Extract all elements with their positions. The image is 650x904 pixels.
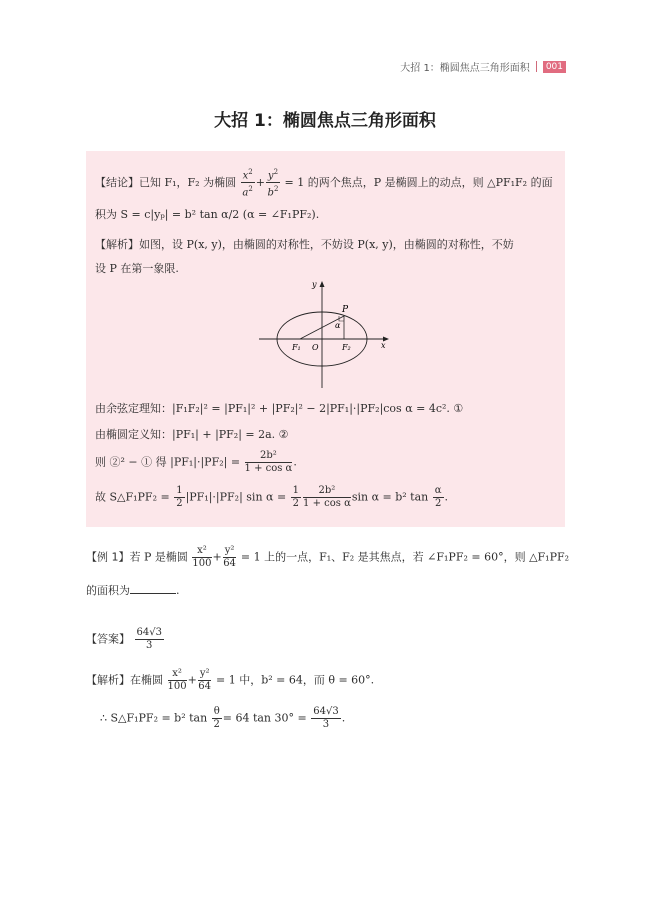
solution-line-1: 【解析】在椭圆 $\frac{\text{x²}}{100}$ + $\frac{\text{y²}}{64}$ = 1 中，b² = 64，而 θ = 60°. <box>86 668 375 692</box>
point-p-label: P <box>342 305 349 315</box>
solution-text-b: = 1 中，b² = 64，而 θ = 60°. <box>215 673 375 687</box>
step4-fraction: $\frac{\text{2b²}}{\text{1 + cos α}}$ <box>303 485 351 509</box>
solution-line-2: ∴ S△F₁PF₂ = b² tan $\frac{\theta}{2}$ = 64 tan 30° = $\frac{64√3}{3}$ . <box>100 706 346 730</box>
conclusion-text-a: 已知 F₁，F₂ 为椭圆 <box>139 175 237 189</box>
example-text-line2: 的面积为 <box>86 584 130 597</box>
solution-y-fraction: $\frac{\text{y²}}{64}$ <box>198 668 212 692</box>
theta-half-fraction: $\frac{\theta}{2}$ <box>213 706 220 730</box>
example-text-a: 若 P 是椭圆 <box>129 550 188 564</box>
conclusion-text-b: = 1 的两个焦点，P 是椭圆上的动点，则 △PF₁F₂ 的面 <box>284 175 553 189</box>
example-x-fraction: $\frac{\text{x²}}{100}$ <box>192 545 212 569</box>
y-axis-arrow <box>320 281 325 287</box>
analysis-text-1: 如图，设 P(x, y)，由椭圆的对称性，不妨设 P(x, y)，由椭圆的对称性，不妨 <box>139 238 514 251</box>
step4-text-b: |PF₁|·|PF₂| sin α = <box>185 490 287 504</box>
ellipse-figure <box>255 278 395 390</box>
example-tag: 【例 1】 <box>86 550 130 564</box>
example-y-fraction: $\frac{\text{y²}}{64}$ <box>223 545 236 569</box>
half-fraction-2: $\frac{1}{2}$ <box>292 485 300 509</box>
step3-line: 则 ②² − ① 得 |PF₁|·|PF₂| = $\frac{\text{2b²}}{\text{1 + cos α}}$ . <box>95 450 297 474</box>
step3-fraction: $\frac{\text{2b²}}{\text{1 + cos α}}$ <box>244 450 293 474</box>
solution-text-a: 在椭圆 <box>130 673 163 687</box>
running-header <box>400 59 566 74</box>
definition-line: 由椭圆定义知：|PF₁| + |PF₂| = 2a. ② <box>95 428 289 441</box>
step4-text-c: sin α = b² tan <box>351 490 429 504</box>
analysis-line-2: 设 P 在第一象限. <box>95 262 179 275</box>
ellipse-y-fraction: $\frac{y^2}{b^2}$ <box>267 168 279 199</box>
header-separator <box>536 61 537 72</box>
answer-blank <box>130 583 176 594</box>
example-line-2: 的面积为 . <box>86 584 180 597</box>
example-line-1: 【例 1】若 P 是椭圆 $\frac{\text{x²}}{100}$ + $\frac{\text{y²}}{64}$ = 1 上的一点，F₁、F₂ 是其焦点，若 ∠F₁PF₂ = 60°，则 △F₁PF₂ <box>86 545 570 569</box>
origin-label: O <box>312 343 319 352</box>
y-axis-label: y <box>312 280 317 289</box>
focus-f1-label: F₁ <box>292 343 301 352</box>
answer-line <box>86 627 165 652</box>
answer-tag: 【答案】 <box>86 632 130 646</box>
half-fraction: $\frac{1}{2}$ <box>176 485 183 509</box>
cosine-law-line: 由余弦定理知：|F₁F₂|² = |PF₁|² + |PF₂|² − 2|PF₁|·|PF₂|cos α = 4c². ① <box>95 402 464 415</box>
conclusion-line-1: 【结论】已知 F₁，F₂ 为椭圆 $\frac{x^2}{a^2}$ + $\frac{y^2}{b^2}$ = 1 的两个焦点，P 是椭圆上的动点，则 △PF₁F₂ 的面 <box>95 168 553 199</box>
solution-result-b: = 64 tan 30° = <box>222 711 307 725</box>
conclusion-line-2: 积为 S = c|yₚ| = b² tan α/2 (α = ∠F₁PF₂). <box>95 208 320 221</box>
solution-result-a: ∴ S△F₁PF₂ = b² tan <box>100 711 208 725</box>
step4-line: 故 S△F₁PF₂ = $\frac{1}{2}$ |PF₁|·|PF₂| sin α = $\frac{1}{2}$ $\frac{\text{2b²}}{\text{1 + cos α}}$ sin α = b² tan $\frac{\alpha}{2}$ . <box>95 485 449 509</box>
step4-text-a: 故 S△F₁PF₂ = <box>95 490 170 504</box>
conclusion-tag: 【结论】 <box>95 175 139 189</box>
alpha-label: α <box>335 321 341 330</box>
page-number-badge: 001 <box>543 61 566 73</box>
answer-fraction: $\frac{64√3}{3}$ <box>136 627 162 651</box>
solution-tag: 【解析】 <box>86 673 130 687</box>
running-title: 大招 1：椭圆焦点三角形面积 <box>400 63 530 74</box>
solution-result-fraction: $\frac{64√3}{3}$ <box>313 706 339 730</box>
analysis-tag: 【解析】 <box>95 238 139 251</box>
x-axis-label: x <box>381 341 386 350</box>
ellipse-x-fraction: $\frac{x^2}{a^2}$ <box>242 168 253 199</box>
example-text-b: = 1 上的一点，F₁、F₂ 是其焦点，若 ∠F₁PF₂ = 60°，则 △F₁PF₂ <box>240 550 570 564</box>
alpha-half-fraction: $\frac{\alpha}{2}$ <box>434 485 442 509</box>
focus-f2-label: F₂ <box>342 343 351 352</box>
solution-x-fraction: $\frac{\text{x²}}{100}$ <box>167 668 187 692</box>
step3-text: 则 ②² − ① 得 |PF₁|·|PF₂| = <box>95 455 241 469</box>
analysis-line-1 <box>95 236 514 252</box>
page-title: 大招 1：椭圆焦点三角形面积 <box>214 111 436 131</box>
